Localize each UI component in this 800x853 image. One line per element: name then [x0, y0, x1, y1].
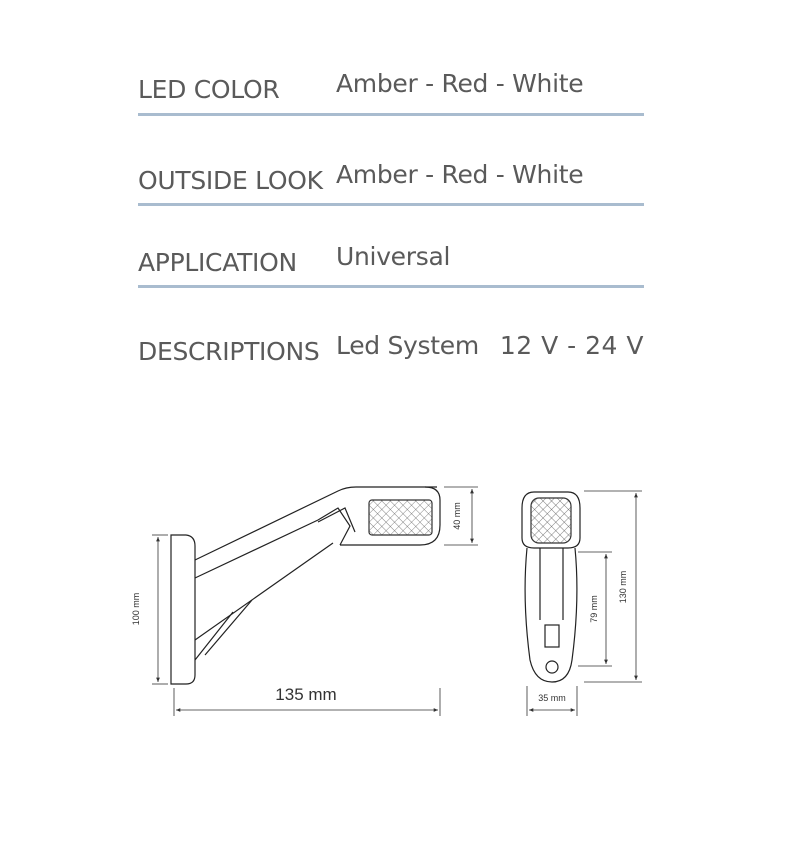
spec-label: DESCRIPTIONS	[138, 337, 320, 366]
front-arm	[525, 548, 577, 682]
spec-label: LED COLOR	[138, 75, 280, 104]
lens-mesh	[369, 500, 432, 535]
front-width-label: 35 mm	[538, 693, 566, 703]
spec-value: Amber - Red - White	[336, 160, 584, 189]
spec-divider	[138, 203, 644, 206]
lens-height-label: 40 mm	[452, 502, 462, 530]
spec-value: Led System	[336, 331, 479, 360]
spec-row-application	[138, 239, 644, 279]
spec-label: APPLICATION	[138, 248, 297, 277]
arm-inner	[195, 508, 350, 578]
front-slot	[545, 625, 559, 647]
spec-divider	[138, 113, 644, 116]
spec-row-led-color	[138, 66, 644, 106]
side-height-label: 100 mm	[131, 592, 141, 626]
arm-underside	[195, 600, 252, 660]
front-mid-label: 79 mm	[589, 595, 599, 623]
front-lens-mesh	[531, 498, 571, 543]
front-total-label: 130 mm	[618, 570, 628, 604]
technical-drawing	[0, 470, 800, 740]
arm-lower	[195, 543, 333, 640]
arm-ridge	[318, 508, 355, 532]
front-arm-inner	[540, 548, 563, 620]
side-length-label: 135 mm	[275, 685, 337, 704]
spec-label: OUTSIDE LOOK	[138, 166, 323, 195]
spec-row-descriptions	[138, 328, 644, 368]
spec-voltage: 12 V - 24 V	[499, 331, 644, 360]
mounting-base	[171, 535, 195, 684]
front-view	[522, 492, 580, 682]
mount-hole	[546, 661, 558, 673]
spec-row-outside-look	[138, 157, 644, 197]
spec-value: Amber - Red - White	[336, 69, 584, 98]
spec-value: Universal	[336, 242, 451, 271]
spec-divider	[138, 285, 644, 288]
side-view	[171, 487, 440, 684]
